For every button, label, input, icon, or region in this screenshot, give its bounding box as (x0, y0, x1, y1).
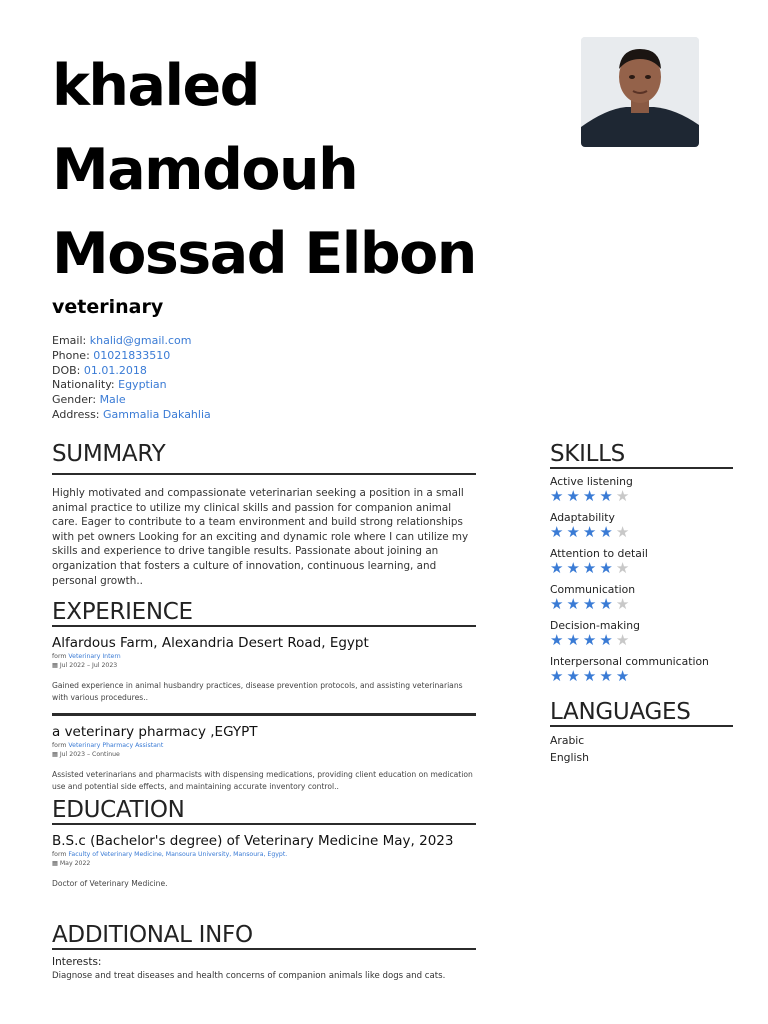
institution-line: form Faculty of Veterinary Medicine, Mansoura University, Mansoura, Egypt. (52, 851, 288, 858)
job-organization: Alfardous Farm, Alexandria Desert Road, Egypt (52, 635, 369, 651)
skill-rating (550, 524, 733, 541)
experience-item (52, 724, 476, 792)
star-empty-icon: ★ (615, 631, 633, 649)
contact-dob: DOB: 01.01.2018 (52, 363, 147, 377)
summary-text: Highly motivated and compassionate veterinarian seeking a position in a small animal practice to utilize my clinical skills and passion for companion animal care. Eager to contribute to a team environment and build strong relationships with pet owners Looking for an exciting and dynamic role where I can utilize my skills and experience to drive tangible results. Passionate about joining an organization that fosters a culture of innovation, continuous learning, and personal growth.. (52, 487, 469, 587)
contact-phone: Phone: 01021833510 (52, 348, 171, 362)
skills-section (550, 441, 733, 685)
star-filled-icon: ★ (582, 523, 600, 541)
job-description: Gained experience in animal husbandry practices, disease prevention protocols, and assisting veterinarians with various procedures.. (52, 681, 463, 702)
divider (550, 467, 733, 469)
star-filled-icon: ★ (566, 631, 583, 649)
divider (52, 948, 476, 950)
email-link[interactable]: khalid@gmail.com (89, 334, 192, 347)
profile-photo-image (581, 37, 699, 147)
skill-rating (550, 596, 733, 613)
job-position-line: form Veterinary Pharmacy Assistant (52, 742, 164, 749)
calendar-icon: ▦ (52, 662, 58, 669)
additional-info-heading: ADDITIONAL INFO (52, 922, 253, 948)
star-empty-icon: ★ (615, 595, 633, 613)
star-filled-icon: ★ (582, 487, 600, 505)
contact-address: Address: Gammalia Dakahlia (52, 407, 211, 421)
star-filled-icon: ★ (550, 559, 567, 577)
name-line-1: khaled (52, 53, 259, 119)
language-item: English (550, 750, 589, 764)
experience-section (52, 599, 476, 792)
star-filled-icon: ★ (550, 523, 567, 541)
star-filled-icon: ★ (599, 559, 616, 577)
star-filled-icon: ★ (550, 631, 567, 649)
languages-heading: LANGUAGES (550, 699, 691, 725)
candidate-name (52, 44, 532, 296)
summary-heading: SUMMARY (52, 441, 166, 467)
education-section (52, 797, 476, 890)
phone-link[interactable]: 01021833510 (93, 348, 171, 362)
star-empty-icon: ★ (615, 559, 633, 577)
job-role: veterinary (52, 296, 164, 318)
skills-list (550, 475, 733, 685)
star-filled-icon: ★ (566, 667, 583, 685)
divider (52, 625, 476, 627)
star-filled-icon: ★ (582, 595, 600, 613)
experience-item (52, 635, 476, 716)
skill-rating (550, 560, 733, 577)
institution: Faculty of Veterinary Medicine, Mansoura University, Mansoura, Egypt. (68, 851, 288, 858)
star-filled-icon: ★ (599, 487, 616, 505)
education-heading: EDUCATION (52, 797, 185, 823)
star-filled-icon: ★ (566, 595, 583, 613)
skill-rating (550, 668, 733, 685)
job-organization: a veterinary pharmacy ,EGYPT (52, 724, 258, 740)
job-position: Veterinary Intern (68, 653, 121, 660)
skill-name: Decision-making (550, 619, 640, 632)
profile-photo (581, 37, 699, 147)
star-empty-icon: ★ (615, 523, 633, 541)
interests-text: Diagnose and treat diseases and health concerns of companion animals like dogs and cats. (52, 971, 446, 981)
job-position: Veterinary Pharmacy Assistant (68, 742, 164, 749)
skill-name: Adaptability (550, 511, 615, 524)
skill-name: Communication (550, 583, 636, 596)
star-filled-icon: ★ (582, 559, 600, 577)
star-filled-icon: ★ (566, 487, 583, 505)
job-position-line: form Veterinary Intern (52, 653, 121, 660)
star-filled-icon: ★ (582, 667, 600, 685)
contact-gender: Gender: Male (52, 393, 126, 407)
skill-name: Attention to detail (550, 547, 648, 560)
divider (52, 473, 476, 475)
star-filled-icon: ★ (582, 631, 600, 649)
interests-label: Interests: (52, 956, 102, 968)
skill-name: Active listening (550, 475, 633, 488)
skill-rating (550, 632, 733, 649)
skill-name: Interpersonal communication (550, 655, 709, 668)
skill-rating (550, 488, 733, 505)
degree-title: B.S.c (Bachelor's degree) of Veterinary Medicine May, 2023 (52, 833, 454, 849)
star-filled-icon: ★ (566, 523, 583, 541)
summary-section (52, 441, 476, 588)
experience-heading: EXPERIENCE (52, 599, 193, 625)
contact-email: Email: khalid@gmail.com (52, 334, 192, 347)
language-item: Arabic (550, 734, 585, 747)
divider (52, 713, 476, 716)
contact-info (52, 334, 211, 423)
calendar-icon: ▦ (52, 860, 58, 867)
education-description: Doctor of Veterinary Medicine. (52, 879, 168, 888)
divider (52, 823, 476, 825)
star-filled-icon: ★ (599, 595, 616, 613)
star-filled-icon: ★ (566, 559, 583, 577)
name-line-2: Mamdouh (52, 137, 358, 203)
calendar-icon: ▦ (52, 751, 58, 758)
star-filled-icon: ★ (550, 667, 567, 685)
job-dates: ▦ Jul 2023 – Continue (52, 751, 120, 758)
job-dates: ▦ Jul 2022 – Jul 2023 (52, 662, 118, 669)
star-filled-icon: ★ (615, 667, 633, 685)
star-filled-icon: ★ (550, 487, 567, 505)
divider (550, 725, 733, 727)
contact-nationality: Nationality: Egyptian (52, 378, 167, 392)
additional-info-section (52, 922, 476, 981)
education-date: ▦ May 2022 (52, 860, 91, 867)
star-filled-icon: ★ (599, 523, 616, 541)
star-filled-icon: ★ (599, 631, 616, 649)
star-filled-icon: ★ (599, 667, 616, 685)
skills-heading: SKILLS (550, 441, 625, 467)
languages-section (550, 699, 733, 766)
star-empty-icon: ★ (615, 487, 633, 505)
job-description: Assisted veterinarians and pharmacists with dispensing medications, providing client education on medication use and potential side effects, and maintaining accurate inventory control.. (52, 770, 473, 791)
star-filled-icon: ★ (550, 595, 567, 613)
name-line-3: Mossad Elbon (52, 221, 476, 287)
